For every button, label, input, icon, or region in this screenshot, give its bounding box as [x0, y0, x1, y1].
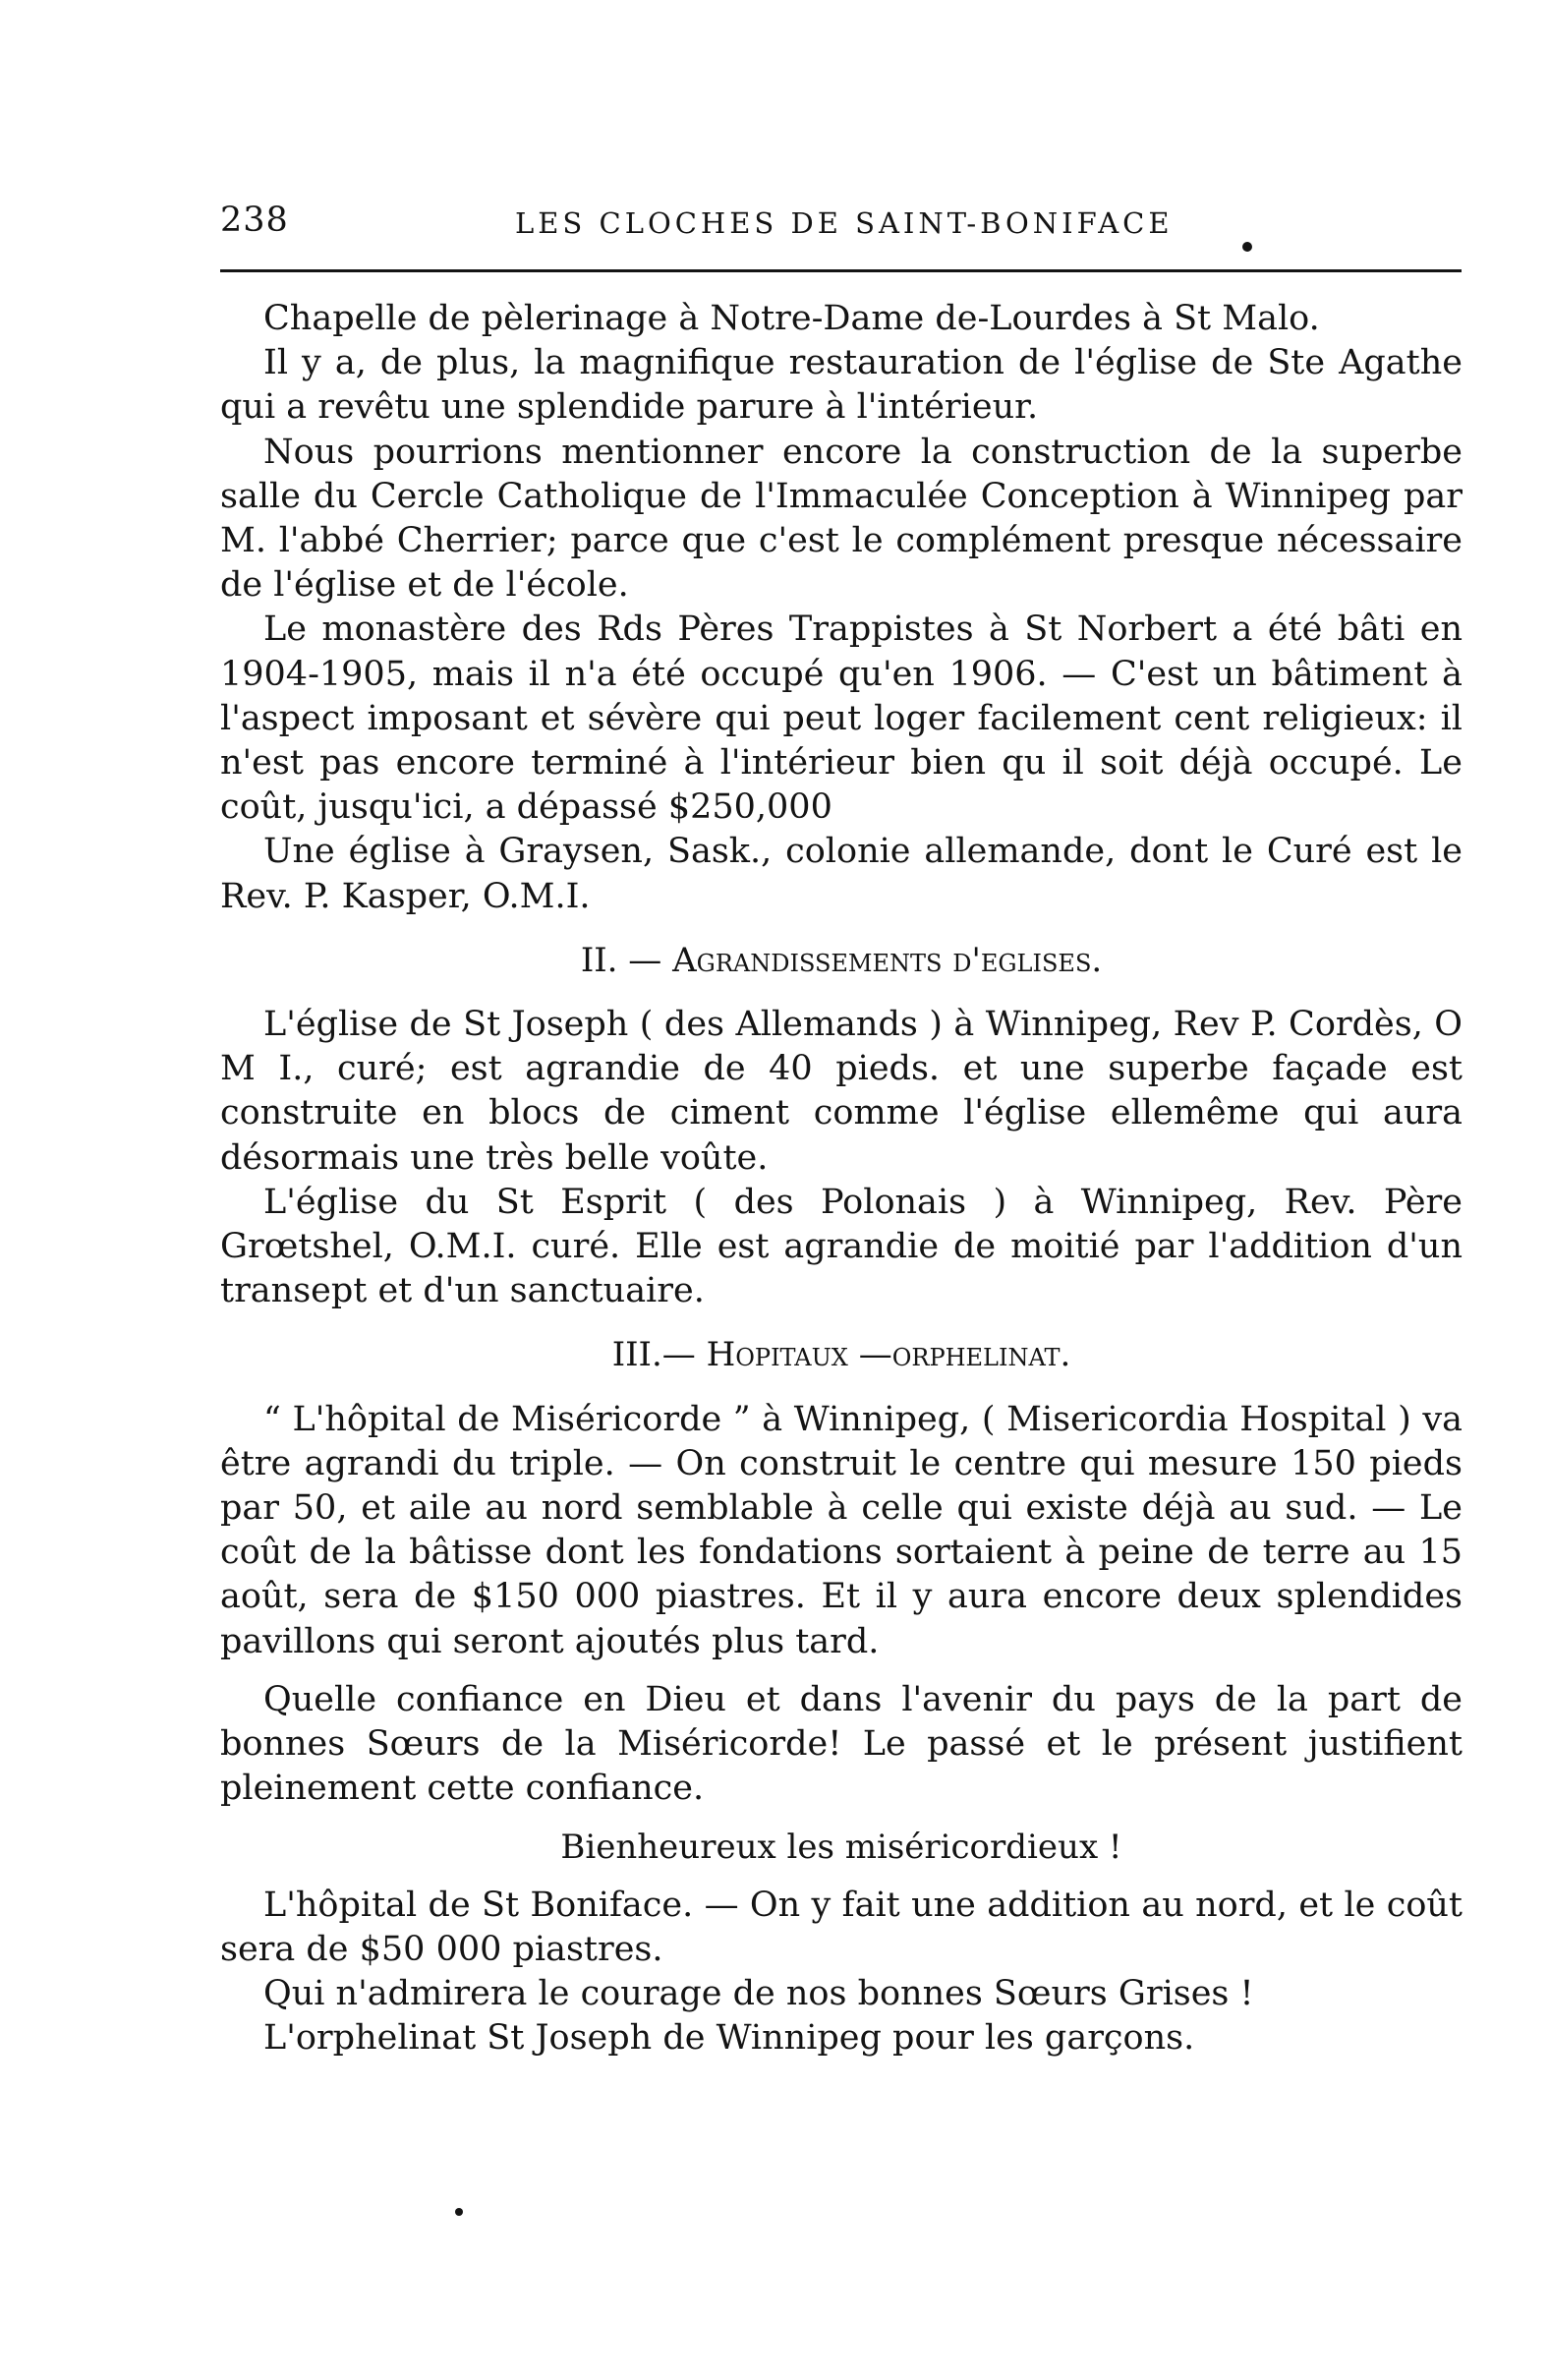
- paragraph-misericorde: “ L'hôpital de Miséricorde ” à Winnipeg, ( Misericordia Hospital ) va être agrandi du triple. — On construit le centre qui mesure 150 pieds par 50, et aile au nord semblable à celle qui existe déjà au sud. — Le coût de la bâtisse dont les fondations sortaient à peine de terre au 15 août, sera de $150 000 piastres. Et il y aura encore deux splendides pavillons qui seront ajoutés plus tard.: [220, 1399, 1463, 1661]
- page-number: 238: [220, 201, 289, 240]
- paragraph-chapelle: Chapelle de pèlerinage à Notre-Dame de-Lourdes à St Malo.: [263, 299, 1320, 338]
- body-text: [220, 297, 1463, 2061]
- running-header: [220, 187, 1459, 246]
- paragraph-bienheureux: Bienheureux les miséricordieux !: [560, 1827, 1122, 1867]
- header-rule: [220, 269, 1462, 272]
- header-ornament-dot: [1242, 242, 1252, 252]
- paragraph-st-esprit: L'église du St Esprit ( des Polonais ) à Winnipeg, Rev. Père Grœtshel, O.M.I. curé. Elle est agrandie de moitié par l'addition d'un transept et d'un sanctuaire.: [220, 1182, 1463, 1311]
- running-title: LES CLOCHES DE SAINT-BONIFACE: [515, 206, 1174, 240]
- paragraph-soeurs-grises: Qui n'admirera le courage de nos bonnes Sœurs Grises !: [263, 1974, 1254, 2014]
- paragraph-st-joseph: L'église de St Joseph ( des Allemands ) à Winnipeg, Rev P. Cordès, O M I., curé; est agrandie de 40 pieds. et une superbe façade est construite en blocs de ciment comme l'église ellemême qui aura désormais une très belle voûte.: [220, 1005, 1463, 1178]
- section-heading-hopitaux: III.— Hopitaux —orphelinat.: [611, 1335, 1071, 1375]
- paragraph-orphelinat: L'orphelinat St Joseph de Winnipeg pour les garçons.: [263, 2018, 1195, 2059]
- section-heading-agrandissements: II. — Agrandissements d'eglises.: [580, 940, 1103, 980]
- paragraph-ste-agathe: Il y a, de plus, la magnifique restauration de l'église de Ste Agathe qui a revêtu une splendide parure à l'intérieur.: [220, 343, 1463, 428]
- paragraph-confiance: Quelle confiance en Dieu et dans l'avenir du pays de la part de bonnes Sœurs de la Miséricorde! Le passé et le présent justifient pleinement cette confiance.: [220, 1679, 1463, 1809]
- paragraph-cercle-catholique: Nous pourrions mentionner encore la construction de la superbe salle du Cercle Catholique de l'Immaculée Conception à Winnipeg par M. l'abbé Cherrier; parce que c'est le complément presque nécessaire de l'église et de l'école.: [220, 432, 1463, 606]
- paragraph-monastere: Le monastère des Rds Pères Trappistes à St Norbert a été bâti en 1904-1905, mais il n'a été occupé qu'en 1906. — C'est un bâtiment à l'aspect imposant et sévère qui peut loger facilement cent religieux: il n'est pas encore terminé à l'intérieur bien qu il soit déjà occupé. Le coût, jusqu'ici, a dépassé $250,000: [220, 610, 1463, 828]
- paragraph-st-boniface-hopital: L'hôpital de St Boniface. — On y fait une addition au nord, et le coût sera de $50 000 piastres.: [220, 1885, 1463, 1969]
- paragraph-graysen: Une église à Graysen, Sask., colonie allemande, dont le Curé est le Rev. P. Kasper, O.M.I.: [220, 832, 1463, 916]
- bottom-ornament-dot: [455, 2208, 463, 2216]
